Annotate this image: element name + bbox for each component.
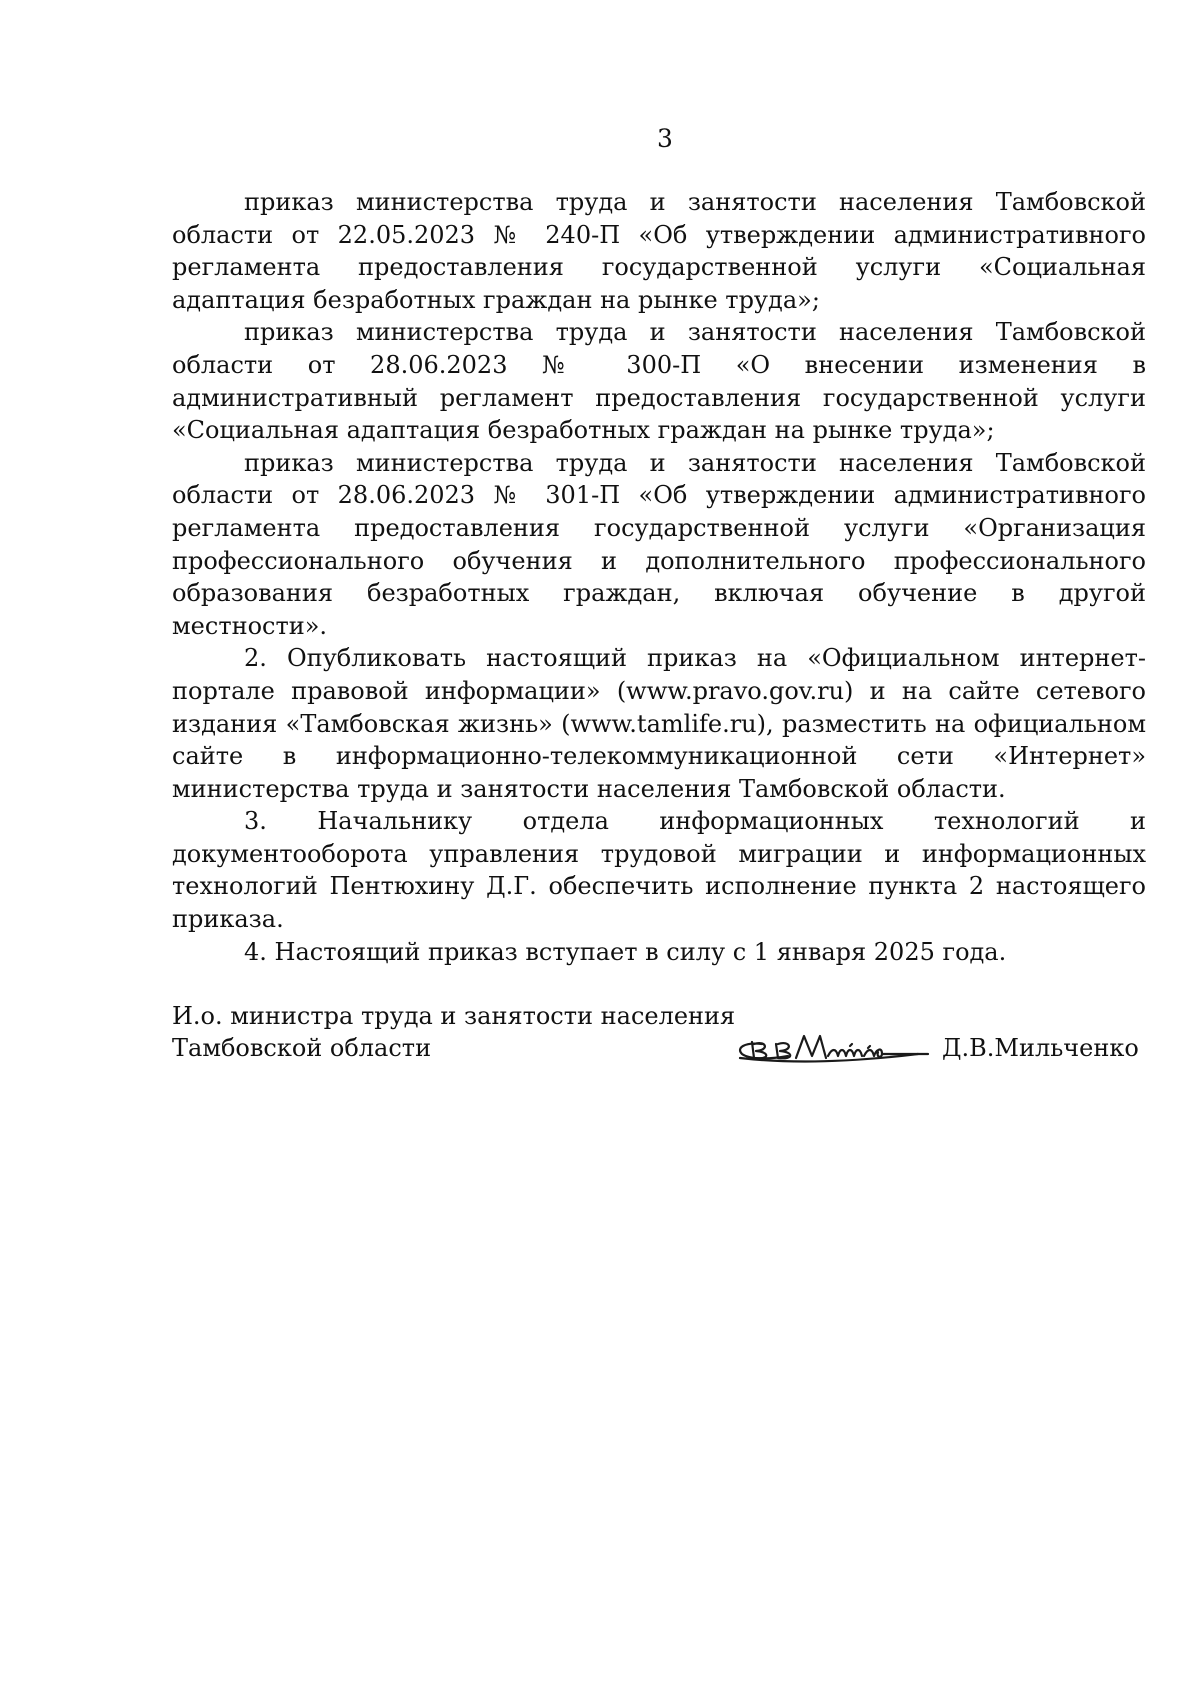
signer-title-line2: Тамбовской области (172, 1034, 432, 1062)
page-number: 3 (657, 124, 673, 153)
paragraph-item-2: 2. Опубликовать настоящий приказ на «Официальном интернет-портале правовой информации» (www.pravo.gov.ru) и на сайте сетевого издания «Тамбовская жизнь» (www.tamlife.ru), разместить на официальном сайте в информационно-телекоммуникационной сети «Интернет» министерства труда и занятости населения Тамбовской области. (172, 644, 1146, 803)
document-body (172, 186, 1146, 968)
paragraph-order-300: приказ министерства труда и занятости населения Тамбовской области от 28.06.2023 № 300-П «О внесении изменения в административный регламент предоставления государственной услуги «Социальная адаптация безработных граждан на рынке труда»; (172, 318, 1146, 445)
paragraph-order-301: приказ министерства труда и занятости населения Тамбовской области от 28.06.2023 № 301-П «Об утверждении административного регламента предоставления государственной услуги «Организация профессионального обучения и дополнительного профессионального образования безработных граждан, включая обучение в другой местности». (172, 448, 1146, 640)
paragraph-item-4: 4. Настоящий приказ вступает в силу с 1 января 2025 года. (244, 937, 1007, 966)
handwritten-signature (732, 1026, 932, 1072)
paragraph-item-3: 3. Начальнику отдела информационных технологий и документооборота управления трудовой миграции и информационных технологий Пентюхину Д.Г. обеспечить исполнение пункта 2 настоящего приказа. (172, 807, 1146, 934)
paragraph-order-240: приказ министерства труда и занятости населения Тамбовской области от 22.05.2023 № 240-П «Об утверждении административного регламента предоставления государственной услуги «Социальная адаптация безработных граждан на рынке труда»; (172, 188, 1146, 314)
signer-title (172, 1000, 735, 1064)
signer-title-line1: И.о. министра труда и занятости населения (172, 1002, 736, 1030)
signer-name: Д.В.Мильченко (942, 1034, 1139, 1062)
